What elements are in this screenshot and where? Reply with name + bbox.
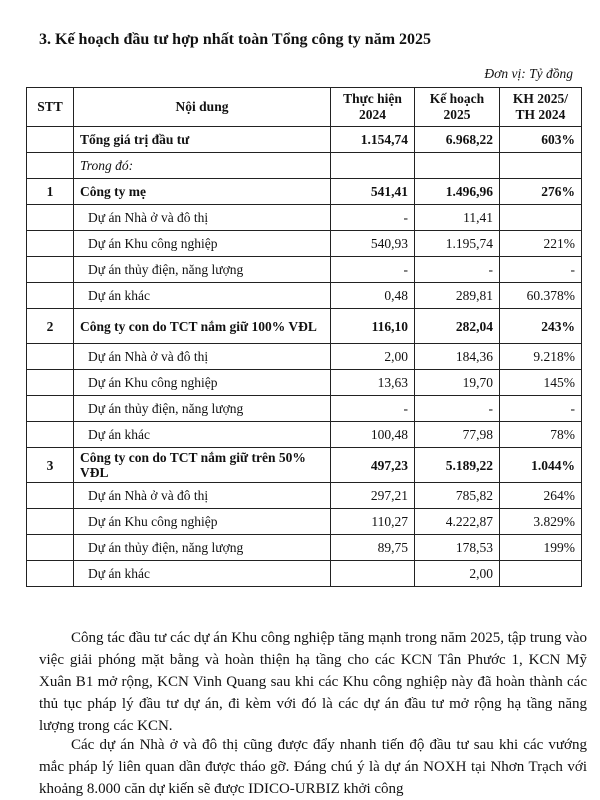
cell-plan: 1.496,96 [415, 179, 500, 205]
table-row [27, 283, 582, 309]
cell-content: Trong đó: [74, 153, 331, 179]
header-ratio: KH 2025/ TH 2024 [500, 88, 582, 127]
table-row [27, 153, 582, 179]
cell-actual: 110,27 [331, 509, 415, 535]
cell-actual: 0,48 [331, 283, 415, 309]
cell-content: Dự án Khu công nghiệp [74, 509, 331, 535]
cell-actual: 497,23 [331, 448, 415, 483]
section-heading: 3. Kế hoạch đầu tư hợp nhất toàn Tổng công ty năm 2025 [39, 31, 432, 48]
body-paragraph: Công tác đầu tư các dự án Khu công nghiệp tăng mạnh trong năm 2025, tập trung vào việc giải phóng mặt bằng và hoàn thiện hạ tầng cho các KCN Tân Phước 1, KCN Mỹ Xuân B1 mở rộng, KCN Vinh Quang sau khi các Khu công nghiệp này đã hoàn thành các thủ tục pháp lý đầu tư dự án, đi kèm với đó là các dự án đầu tư mở rộng hạ tầng năng lượng trong các KCN. [39, 630, 587, 734]
cell-content: Dự án khác [74, 561, 331, 587]
cell-ratio: 1.044% [500, 448, 582, 483]
cell-ratio: 9.218% [500, 344, 582, 370]
table-row-group [27, 309, 582, 344]
cell-stt [27, 344, 74, 370]
cell-ratio: 243% [500, 309, 582, 344]
cell-actual [331, 561, 415, 587]
cell-plan: 4.222,87 [415, 509, 500, 535]
cell-plan: 2,00 [415, 561, 500, 587]
cell-ratio: 78% [500, 422, 582, 448]
cell-stt: 2 [27, 309, 74, 344]
cell-plan: 289,81 [415, 283, 500, 309]
table-row-total [27, 127, 582, 153]
cell-stt [27, 370, 74, 396]
cell-content: Công ty con do TCT nắm giữ trên 50% VĐL [74, 448, 331, 483]
cell-actual: 540,93 [331, 231, 415, 257]
cell-content: Dự án Nhà ở và đô thị [74, 344, 331, 370]
cell-actual [331, 153, 415, 179]
table-row [27, 535, 582, 561]
cell-ratio: 3.829% [500, 509, 582, 535]
cell-stt: 1 [27, 179, 74, 205]
cell-ratio: 603% [500, 127, 582, 153]
cell-stt [27, 231, 74, 257]
cell-ratio: 221% [500, 231, 582, 257]
cell-plan: 1.195,74 [415, 231, 500, 257]
table-row [27, 396, 582, 422]
cell-stt [27, 153, 74, 179]
table-row [27, 231, 582, 257]
table-row [27, 344, 582, 370]
cell-stt [27, 561, 74, 587]
cell-stt [27, 396, 74, 422]
cell-plan: 19,70 [415, 370, 500, 396]
cell-ratio [500, 561, 582, 587]
cell-content: Công ty mẹ [74, 179, 331, 205]
table-row [27, 422, 582, 448]
cell-content: Dự án Khu công nghiệp [74, 370, 331, 396]
body-paragraph: Các dự án Nhà ở và đô thị cũng được đẩy nhanh tiến độ đầu tư sau khi các vướng mắc pháp lý liên quan dần được tháo gỡ. Đáng chú ý là dự án NOXH tại Nhơn Trạch với khoảng 8.000 căn dự kiến sẽ được IDICO-URBIZ khởi công [39, 737, 587, 797]
cell-plan: - [415, 396, 500, 422]
cell-stt [27, 205, 74, 231]
cell-plan: 282,04 [415, 309, 500, 344]
cell-content: Dự án Khu công nghiệp [74, 231, 331, 257]
cell-ratio: 276% [500, 179, 582, 205]
cell-content: Công ty con do TCT nắm giữ 100% VĐL [74, 309, 331, 344]
table-row [27, 509, 582, 535]
cell-plan: 11,41 [415, 205, 500, 231]
cell-plan: 5.189,22 [415, 448, 500, 483]
table-row-group [27, 179, 582, 205]
table-row [27, 205, 582, 231]
cell-stt [27, 422, 74, 448]
cell-content: Dự án Nhà ở và đô thị [74, 205, 331, 231]
cell-ratio: 60.378% [500, 283, 582, 309]
cell-content: Tổng giá trị đầu tư [74, 127, 331, 153]
header-plan-2025: Kế hoạch 2025 [415, 88, 500, 127]
cell-stt [27, 535, 74, 561]
cell-stt [27, 127, 74, 153]
cell-stt [27, 509, 74, 535]
cell-content: Dự án khác [74, 283, 331, 309]
table-row [27, 561, 582, 587]
cell-actual: 116,10 [331, 309, 415, 344]
cell-actual: 541,41 [331, 179, 415, 205]
cell-ratio: 145% [500, 370, 582, 396]
cell-actual: 297,21 [331, 483, 415, 509]
cell-stt: 3 [27, 448, 74, 483]
cell-ratio: - [500, 257, 582, 283]
header-stt: STT [27, 88, 74, 127]
cell-content: Dự án thủy điện, năng lượng [74, 257, 331, 283]
cell-content: Dự án thủy điện, năng lượng [74, 396, 331, 422]
cell-ratio: 199% [500, 535, 582, 561]
cell-actual: - [331, 257, 415, 283]
table-header-row [27, 88, 582, 127]
cell-actual: 1.154,74 [331, 127, 415, 153]
cell-actual: 89,75 [331, 535, 415, 561]
cell-actual: - [331, 396, 415, 422]
header-actual-2024: Thực hiện 2024 [331, 88, 415, 127]
cell-stt [27, 283, 74, 309]
cell-stt [27, 483, 74, 509]
cell-ratio: - [500, 396, 582, 422]
cell-content: Dự án Nhà ở và đô thị [74, 483, 331, 509]
cell-plan: 178,53 [415, 535, 500, 561]
cell-stt [27, 257, 74, 283]
investment-plan-table [26, 87, 582, 587]
table-row [27, 257, 582, 283]
table-row [27, 483, 582, 509]
cell-content: Dự án thủy điện, năng lượng [74, 535, 331, 561]
header-content: Nội dung [74, 88, 331, 127]
table-row [27, 370, 582, 396]
cell-plan: 184,36 [415, 344, 500, 370]
cell-actual: 13,63 [331, 370, 415, 396]
cell-ratio [500, 205, 582, 231]
cell-plan: 77,98 [415, 422, 500, 448]
cell-plan: 6.968,22 [415, 127, 500, 153]
cell-ratio [500, 153, 582, 179]
cell-plan: 785,82 [415, 483, 500, 509]
cell-actual: 100,48 [331, 422, 415, 448]
cell-actual: 2,00 [331, 344, 415, 370]
unit-note: Đơn vị: Tỷ đồng [484, 66, 573, 81]
table-row-group [27, 448, 582, 483]
cell-actual: - [331, 205, 415, 231]
cell-content: Dự án khác [74, 422, 331, 448]
cell-ratio: 264% [500, 483, 582, 509]
cell-plan: - [415, 257, 500, 283]
cell-plan [415, 153, 500, 179]
